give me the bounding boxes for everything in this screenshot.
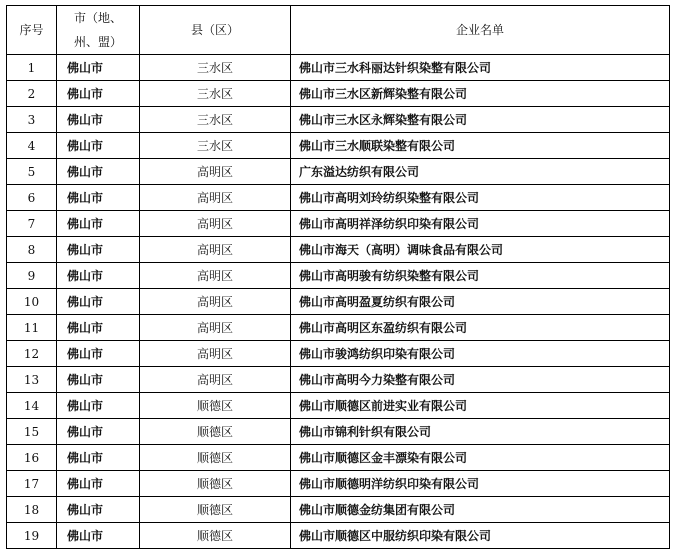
table-row [7, 393, 670, 419]
table-row [7, 107, 670, 133]
cell-county: 高明区 [140, 237, 291, 263]
table-row [7, 211, 670, 237]
header-city: 市（地、州、盟） [57, 6, 140, 55]
header-county: 县（区） [140, 6, 291, 55]
cell-company: 广东溢达纺织有限公司 [291, 159, 670, 185]
table-row [7, 289, 670, 315]
cell-company: 佛山市高明刘玲纺织染整有限公司 [291, 185, 670, 211]
cell-city: 佛山市 [57, 497, 140, 523]
cell-company: 佛山市高明今力染整有限公司 [291, 367, 670, 393]
header-seq: 序号 [7, 6, 57, 55]
table-body [7, 55, 670, 549]
cell-city: 佛山市 [57, 185, 140, 211]
enterprise-table [6, 5, 670, 549]
cell-seq: 15 [7, 419, 57, 445]
table-row [7, 445, 670, 471]
table-row [7, 497, 670, 523]
cell-county: 高明区 [140, 341, 291, 367]
cell-city: 佛山市 [57, 289, 140, 315]
cell-company: 佛山市高明祥泽纺织印染有限公司 [291, 211, 670, 237]
cell-company: 佛山市顺德区金丰漂染有限公司 [291, 445, 670, 471]
cell-city: 佛山市 [57, 263, 140, 289]
cell-county: 三水区 [140, 55, 291, 81]
table-row [7, 471, 670, 497]
cell-seq: 19 [7, 523, 57, 549]
cell-company: 佛山市三水区新辉染整有限公司 [291, 81, 670, 107]
table-row [7, 367, 670, 393]
cell-county: 高明区 [140, 289, 291, 315]
cell-seq: 6 [7, 185, 57, 211]
cell-seq: 13 [7, 367, 57, 393]
cell-company: 佛山市顺德明洋纺织印染有限公司 [291, 471, 670, 497]
cell-seq: 10 [7, 289, 57, 315]
cell-company: 佛山市海天（高明）调味食品有限公司 [291, 237, 670, 263]
header-company: 企业名单 [291, 6, 670, 55]
table-row [7, 315, 670, 341]
cell-county: 顺德区 [140, 471, 291, 497]
cell-city: 佛山市 [57, 445, 140, 471]
header-row [7, 6, 670, 55]
table-row [7, 523, 670, 549]
cell-city: 佛山市 [57, 55, 140, 81]
cell-seq: 18 [7, 497, 57, 523]
cell-company: 佛山市顺德金纺集团有限公司 [291, 497, 670, 523]
table-row [7, 237, 670, 263]
cell-seq: 4 [7, 133, 57, 159]
cell-seq: 9 [7, 263, 57, 289]
table-row [7, 81, 670, 107]
cell-county: 顺德区 [140, 445, 291, 471]
cell-county: 高明区 [140, 315, 291, 341]
cell-city: 佛山市 [57, 107, 140, 133]
cell-city: 佛山市 [57, 523, 140, 549]
cell-seq: 12 [7, 341, 57, 367]
cell-seq: 3 [7, 107, 57, 133]
enterprise-list-sheet [6, 5, 670, 549]
cell-county: 顺德区 [140, 497, 291, 523]
cell-company: 佛山市三水区永辉染整有限公司 [291, 107, 670, 133]
cell-county: 三水区 [140, 107, 291, 133]
cell-company: 佛山市三水顺联染整有限公司 [291, 133, 670, 159]
cell-county: 高明区 [140, 159, 291, 185]
cell-city: 佛山市 [57, 133, 140, 159]
cell-city: 佛山市 [57, 393, 140, 419]
cell-county: 顺德区 [140, 393, 291, 419]
cell-city: 佛山市 [57, 81, 140, 107]
cell-seq: 14 [7, 393, 57, 419]
cell-county: 高明区 [140, 185, 291, 211]
cell-county: 高明区 [140, 211, 291, 237]
table-row [7, 133, 670, 159]
cell-company: 佛山市锦利针织有限公司 [291, 419, 670, 445]
cell-city: 佛山市 [57, 315, 140, 341]
table-row [7, 55, 670, 81]
cell-city: 佛山市 [57, 211, 140, 237]
cell-city: 佛山市 [57, 471, 140, 497]
cell-county: 三水区 [140, 81, 291, 107]
cell-seq: 8 [7, 237, 57, 263]
cell-company: 佛山市顺德区中服纺织印染有限公司 [291, 523, 670, 549]
cell-city: 佛山市 [57, 237, 140, 263]
cell-county: 顺德区 [140, 523, 291, 549]
table-row [7, 159, 670, 185]
cell-company: 佛山市高明盈夏纺织有限公司 [291, 289, 670, 315]
cell-company: 佛山市顺德区前进实业有限公司 [291, 393, 670, 419]
table-row [7, 341, 670, 367]
table-row [7, 263, 670, 289]
cell-city: 佛山市 [57, 341, 140, 367]
cell-company: 佛山市骏鸿纺织印染有限公司 [291, 341, 670, 367]
table-row [7, 185, 670, 211]
cell-company: 佛山市三水科丽达针织染整有限公司 [291, 55, 670, 81]
cell-county: 高明区 [140, 263, 291, 289]
cell-seq: 11 [7, 315, 57, 341]
cell-city: 佛山市 [57, 419, 140, 445]
table-row [7, 419, 670, 445]
cell-county: 三水区 [140, 133, 291, 159]
cell-seq: 17 [7, 471, 57, 497]
cell-county: 高明区 [140, 367, 291, 393]
cell-seq: 7 [7, 211, 57, 237]
cell-seq: 1 [7, 55, 57, 81]
cell-city: 佛山市 [57, 367, 140, 393]
cell-company: 佛山市高明区东盈纺织有限公司 [291, 315, 670, 341]
cell-seq: 5 [7, 159, 57, 185]
cell-seq: 16 [7, 445, 57, 471]
cell-seq: 2 [7, 81, 57, 107]
cell-county: 顺德区 [140, 419, 291, 445]
cell-city: 佛山市 [57, 159, 140, 185]
cell-company: 佛山市高明骏有纺织染整有限公司 [291, 263, 670, 289]
